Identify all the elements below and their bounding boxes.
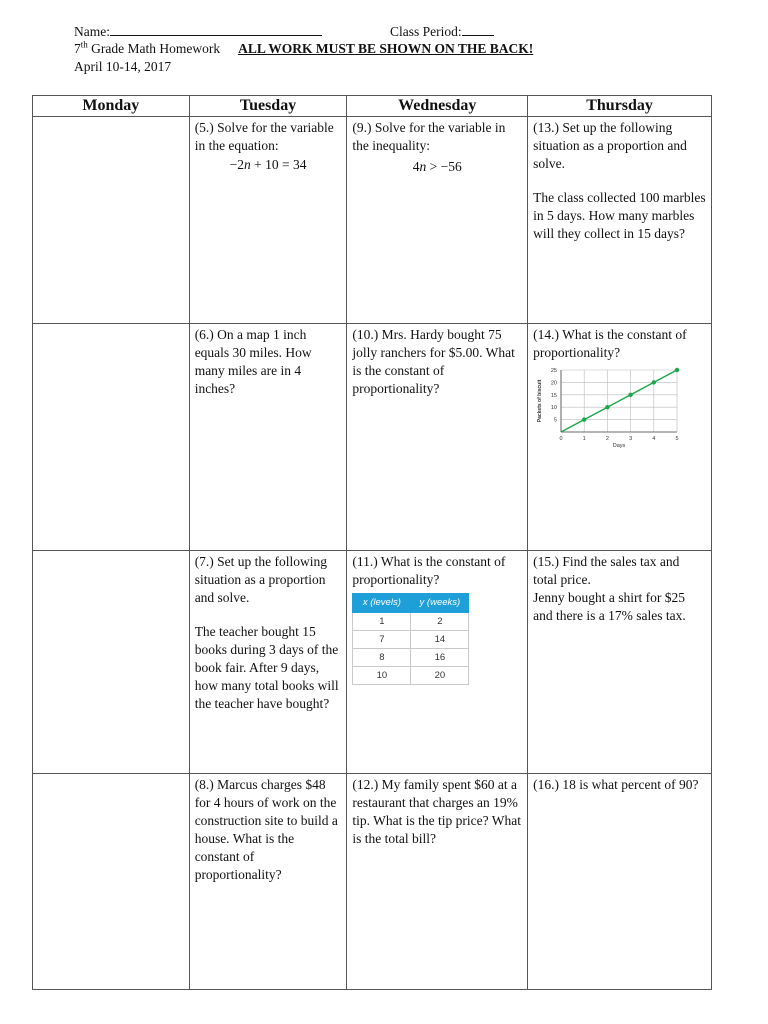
table-cell: 2 — [411, 613, 469, 631]
problem-11 — [347, 551, 528, 774]
y-tick-label: 15 — [551, 392, 558, 399]
day-thursday: Thursday — [528, 96, 712, 117]
problem-5-equation: −2n + 10 = 34 — [229, 157, 307, 172]
problem-6 — [189, 324, 347, 551]
problem-row-2 — [33, 324, 712, 551]
table-row — [353, 649, 469, 667]
grade-superscript: th — [80, 39, 88, 50]
table-cell: 7 — [353, 631, 411, 649]
grade-title — [74, 41, 220, 56]
y-axis-label: Packets of biscuit — [537, 379, 544, 423]
data-point — [652, 380, 656, 384]
y-tick-label: 10 — [551, 405, 558, 412]
series-line — [561, 370, 677, 432]
problem-13 — [528, 117, 712, 324]
title-line — [74, 40, 533, 58]
problem-row-3 — [33, 551, 712, 774]
table-row — [353, 613, 469, 631]
table-cell: 14 — [411, 631, 469, 649]
monday-cell-4 — [33, 774, 190, 990]
class-period-label: Class Period: — [390, 24, 462, 39]
table-cell: 8 — [353, 649, 411, 667]
problem-10 — [347, 324, 528, 551]
table-cell: 20 — [411, 667, 469, 685]
data-point — [582, 417, 586, 421]
data-point — [605, 405, 609, 409]
y-tick-label: 20 — [551, 380, 558, 387]
name-label: Name: — [74, 24, 110, 39]
problem-5 — [189, 117, 347, 324]
monday-cell-2 — [33, 324, 190, 551]
problem-7-text: (7.) Set up the following situation as a proportion and solve. — [194, 554, 328, 605]
problem-9-text: (9.) Solve for the variable in the inequality: — [352, 120, 506, 153]
x-tick-label: 5 — [675, 436, 679, 442]
table-cell: 1 — [353, 613, 411, 631]
problem-8 — [189, 774, 347, 990]
mini-table-header — [353, 594, 469, 613]
problem-11-text: (11.) What is the constant of proportionality? — [352, 554, 506, 587]
problem-15-scenario: Jenny bought a shirt for $25 and there is a 17% sales tax. — [533, 590, 686, 623]
problem-16 — [528, 774, 712, 990]
day-wednesday: Wednesday — [347, 96, 528, 117]
data-point — [675, 368, 679, 372]
problem-5-text: (5.) Solve for the variable in the equation: — [194, 120, 334, 153]
name-line — [74, 22, 533, 40]
problem-7 — [189, 551, 347, 774]
problem-9 — [347, 117, 528, 324]
x-tick-label: 4 — [652, 436, 656, 442]
table-cell: 16 — [411, 649, 469, 667]
date-line: April 10-14, 2017 — [74, 59, 172, 74]
problem-row-4 — [33, 774, 712, 990]
grade-number: 7 — [74, 41, 81, 56]
problem-14-text: (14.) What is the constant of proportionality? — [533, 327, 687, 360]
problem-8-text: (8.) Marcus charges $48 for 4 hours of work on the construction site to build a house. What is the constant of proportionality? — [194, 777, 338, 882]
day-tuesday: Tuesday — [189, 96, 347, 117]
x-axis-label: Days — [612, 443, 626, 449]
homework-grid — [32, 95, 712, 990]
y-tick-label: 5 — [554, 417, 558, 424]
problem-13-text: (13.) Set up the following situation as a proportion and solve. — [533, 120, 687, 171]
problem-15-text: (15.) Find the sales tax and total price. — [533, 554, 680, 587]
table-cell: 10 — [353, 667, 411, 685]
proportionality-graph — [533, 366, 693, 452]
problem-12-text: (12.) My family spent $60 at a restaurant that charges an 19% tip. What is the tip price? What is the total bill? — [352, 777, 521, 846]
worksheet-header — [74, 22, 533, 76]
must-show-notice: ALL WORK MUST BE SHOWN ON THE BACK! — [238, 41, 534, 56]
mini-header-y: y (weeks) — [411, 594, 469, 613]
table-row — [353, 631, 469, 649]
problem-6-text: (6.) On a map 1 inch equals 30 miles. How many miles are in 4 inches? — [194, 327, 312, 396]
x-tick-label: 2 — [606, 436, 610, 442]
problem-10-text: (10.) Mrs. Hardy bought 75 jolly ranchers for $5.00. What is the constant of proportionality? — [352, 327, 515, 396]
monday-cell-1 — [33, 117, 190, 324]
problem-7-scenario: The teacher bought 15 books during 3 days of the book fair. After 9 days, how many total books will the teacher have bought? — [194, 624, 339, 711]
x-tick-label: 0 — [559, 436, 563, 442]
levels-weeks-table — [352, 593, 469, 685]
monday-cell-3 — [33, 551, 190, 774]
x-tick-label: 3 — [629, 436, 633, 442]
data-point — [629, 393, 633, 397]
problem-12 — [347, 774, 528, 990]
problem-9-inequality: 4n > −56 — [412, 159, 462, 174]
table-row — [353, 667, 469, 685]
class-period-blank[interactable] — [462, 22, 494, 36]
problem-row-1 — [33, 117, 712, 324]
day-header-row — [33, 96, 712, 117]
problem-13-scenario: The class collected 100 marbles in 5 days. How many marbles will they collect in 15 days? — [533, 190, 706, 241]
class-period — [390, 22, 494, 41]
x-tick-label: 1 — [582, 436, 586, 442]
name-blank[interactable] — [110, 22, 322, 36]
grade-title-text: Grade Math Homework — [87, 41, 221, 56]
problem-16-text: (16.) 18 is what percent of 90? — [533, 777, 699, 792]
problem-15 — [528, 551, 712, 774]
problem-14 — [528, 324, 712, 551]
mini-header-x: x (levels) — [353, 594, 411, 613]
day-monday: Monday — [33, 96, 190, 117]
y-tick-label: 25 — [551, 368, 558, 374]
